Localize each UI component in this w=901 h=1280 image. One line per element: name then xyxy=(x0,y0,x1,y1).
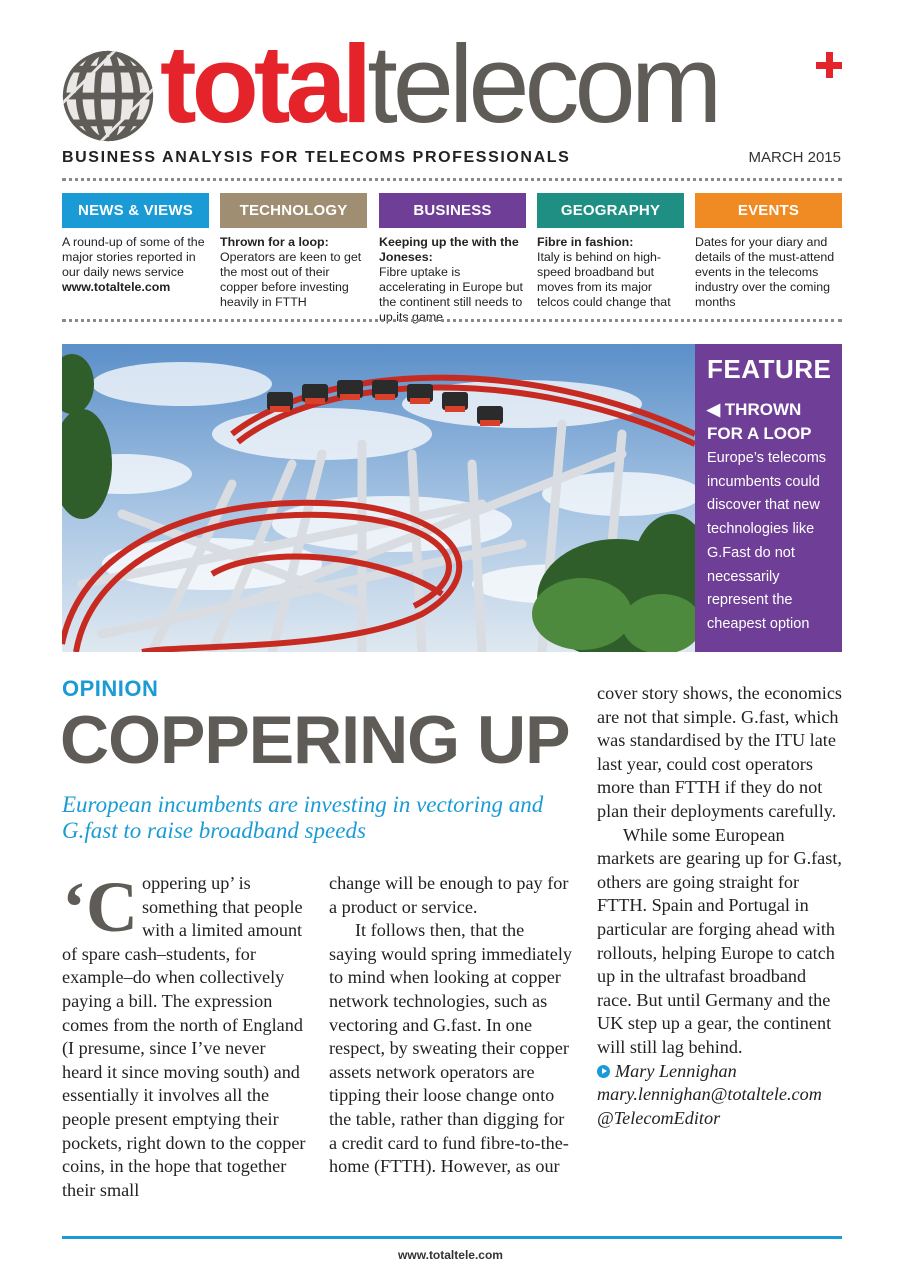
feature-headline[interactable]: ◀ THROWN FOR A LOOP xyxy=(707,400,812,443)
section-description xyxy=(379,235,526,325)
footer-link[interactable]: www.totaltele.com xyxy=(398,1248,503,1262)
section-events[interactable] xyxy=(695,193,842,310)
brand-total: total xyxy=(160,23,368,146)
section-business[interactable] xyxy=(379,193,526,325)
brand-telecom: telecom xyxy=(367,23,718,146)
section-body: Operators are keen to get the most out of their copper before investing heavily in FTTH xyxy=(220,250,362,309)
masthead-logo xyxy=(58,23,848,148)
tab-business[interactable]: BUSINESS xyxy=(379,193,526,228)
section-body: A round-up of some of the major stories reported in our daily news service xyxy=(62,235,205,279)
section-description xyxy=(537,235,684,310)
section-body: Dates for your diary and details of the must-attend events in the telecoms industry over the coming months xyxy=(695,235,835,309)
play-arrow-icon xyxy=(597,1065,610,1078)
plus-icon xyxy=(816,52,842,78)
article-headline: COPPERING UP xyxy=(60,702,570,778)
body-paragraph: change will be enough to pay for a product or service. xyxy=(329,873,569,917)
rollercoaster-image xyxy=(62,344,695,652)
section-description xyxy=(220,235,367,310)
drop-cap: ‘C xyxy=(62,867,138,947)
tab-news-views[interactable]: NEWS & VIEWS xyxy=(62,193,209,228)
section-technology[interactable] xyxy=(220,193,367,310)
body-paragraph: It follows then, that the saying would spring immediately to mind when looking at copper network technologies, such as vectoring and G.fast. In one respect, by sweating their copper assets network operators are tipping their loose change onto the table, rather than digging for a credit card to fund fibre-to-the-home (FTTH). However, as our xyxy=(329,920,572,1177)
section-heading: Fibre in fashion: xyxy=(537,235,634,249)
article-kicker: OPINION xyxy=(62,676,159,701)
article-column-2 xyxy=(329,872,574,1179)
article-column-1 xyxy=(62,867,307,1202)
section-description xyxy=(695,235,842,310)
article-column-3 xyxy=(597,682,845,1130)
byline xyxy=(597,1060,845,1084)
globe-icon xyxy=(60,48,156,144)
section-body: Italy is behind on high-speed broadband but moves from its major telcos could change that xyxy=(537,250,671,309)
author-name: Mary Lennighan xyxy=(615,1060,737,1081)
dotted-divider xyxy=(62,178,842,181)
tab-technology[interactable]: TECHNOLOGY xyxy=(220,193,367,228)
section-heading: Keeping up the with the Joneses: xyxy=(379,235,519,264)
author-email[interactable]: mary.lennighan@totaltele.com xyxy=(597,1084,822,1105)
body-text: oppering up’ is something that people with a limited amount of spare cash–students, for example–do when collectively paying a bill. The expression comes from the north of England (I presume, since I’ve never heard it since moving south) and essentially it involves all the people present emptying their pockets, right down to the copper coins, in the hope that together their small xyxy=(62,873,306,1200)
author-twitter[interactable]: @TelecomEditor xyxy=(597,1107,721,1128)
section-news-views[interactable] xyxy=(62,193,209,295)
feature-photo[interactable] xyxy=(62,344,695,652)
issue-date: MARCH 2015 xyxy=(748,149,841,166)
tab-events[interactable]: EVENTS xyxy=(695,193,842,228)
tab-geography[interactable]: GEOGRAPHY xyxy=(537,193,684,228)
section-link[interactable]: www.totaltele.com xyxy=(62,280,171,294)
section-navigation xyxy=(62,193,842,324)
feature-panel[interactable] xyxy=(695,344,842,652)
body-paragraph: cover story shows, the economics are not that simple. G.fast, which was standardised by the ITU late last year, could cost operators more than FTTH if they do not plan their deployments carefully. xyxy=(597,683,842,821)
footer-rule xyxy=(62,1236,842,1239)
article-standfirst: European incumbents are investing in vectoring and G.fast to raise broadband speeds xyxy=(62,792,544,843)
dotted-divider xyxy=(62,319,842,322)
body-paragraph: While some European markets are gearing up for G.fast, others are going straight for FTTH. Spain and Portugal in particular are forging ahead with rollouts, helping Europe to catch up in the ultrafast broadband race. But until Germany and the UK step up a gear, the continent will still lag behind. xyxy=(597,824,842,1057)
brand-wordmark xyxy=(160,23,718,146)
feature-summary: Europe’s telecoms incumbents could discover that new technologies like G.Fast do not necessarily represent the cheapest option xyxy=(707,450,827,632)
section-description xyxy=(62,235,209,295)
section-heading: Thrown for a loop: xyxy=(220,235,329,249)
section-body: Fibre uptake is accelerating in Europe but the continent still needs to up its game xyxy=(379,265,523,324)
section-geography[interactable] xyxy=(537,193,684,310)
feature-label: FEATURE xyxy=(707,354,832,384)
tagline: BUSINESS ANALYSIS FOR TELECOMS PROFESSIONALS xyxy=(62,149,571,166)
